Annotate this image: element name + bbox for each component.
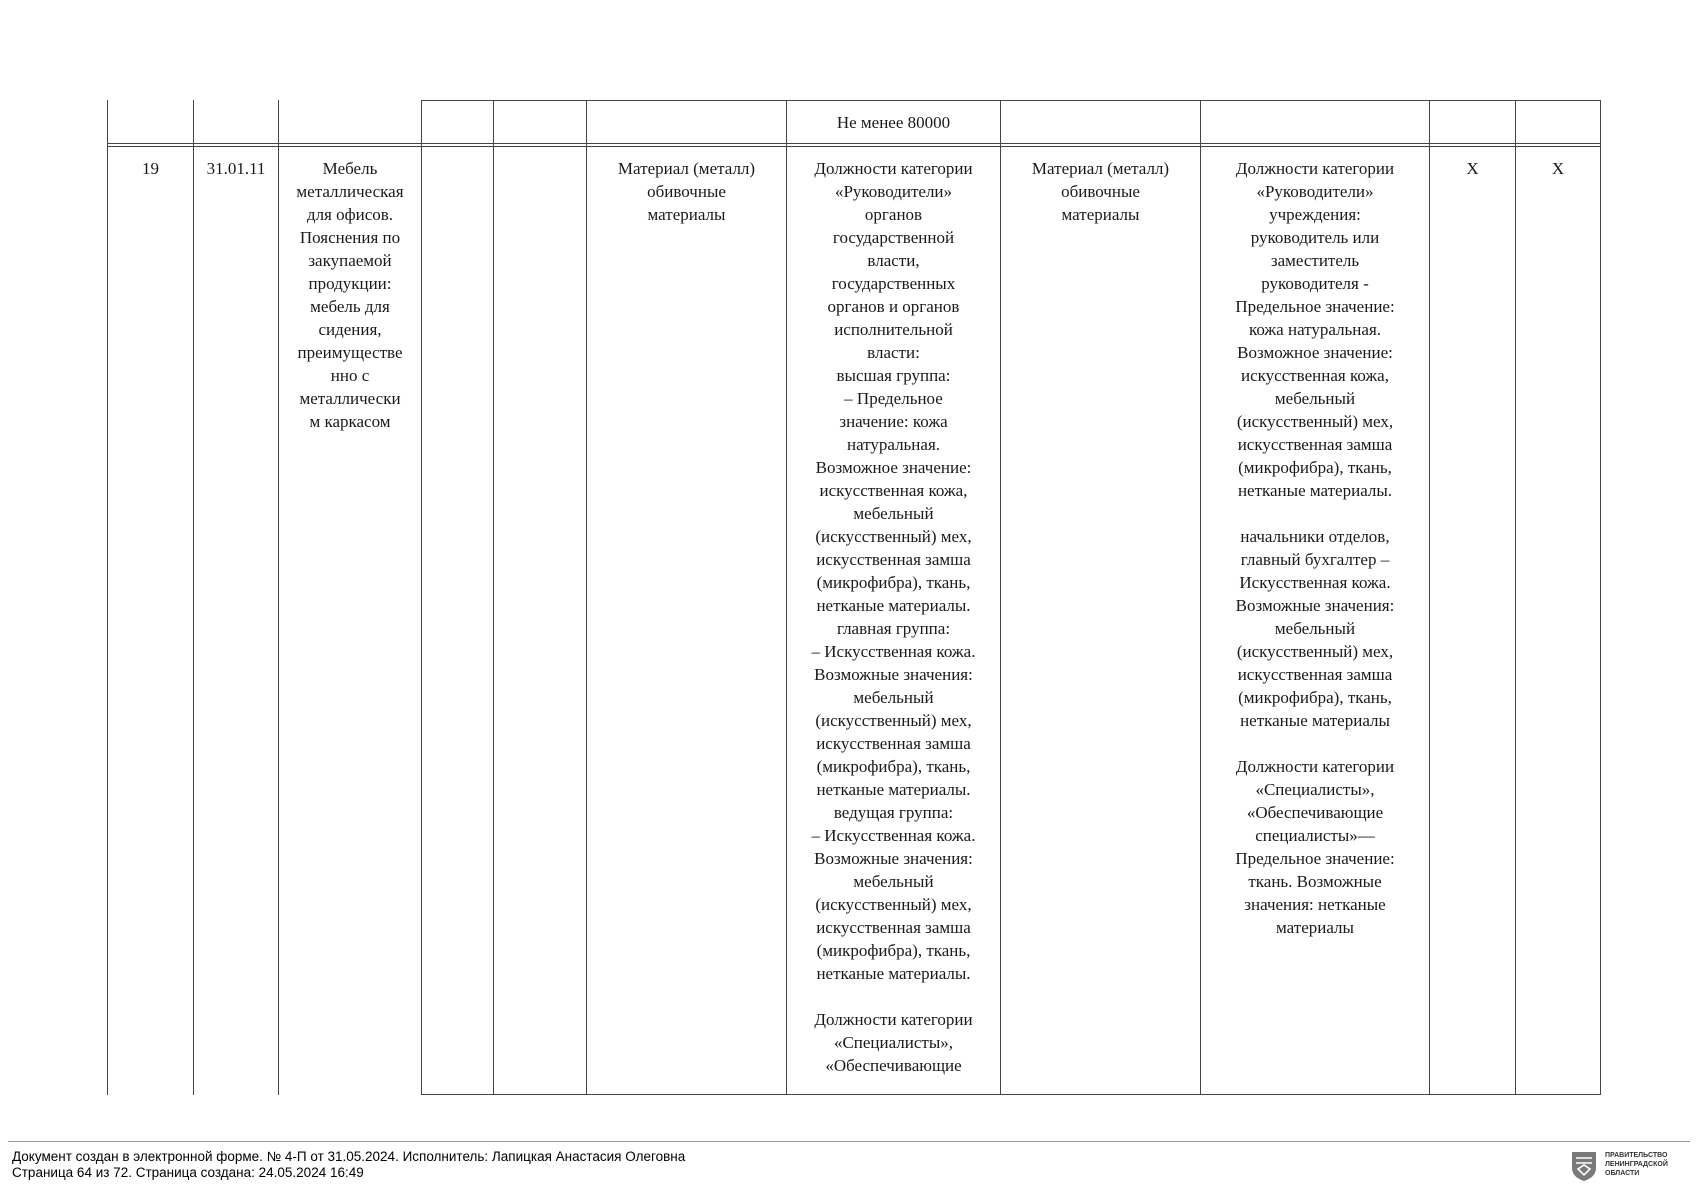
government-logo <box>1570 1150 1688 1184</box>
row-separator <box>107 146 1601 147</box>
footer-document-info: Документ создан в электронной форме. № 4-П от 31.05.2024. Исполнитель: Лапицкая Анастасия Олеговна <box>12 1149 686 1164</box>
row-number: 19 <box>142 159 159 178</box>
row-separator <box>107 143 1601 144</box>
footer-page-info: Страница 64 из 72. Страница создана: 24.05.2024 16:49 <box>12 1165 364 1180</box>
table-top-border <box>421 100 1601 101</box>
column-border <box>1429 100 1430 1095</box>
footer-divider <box>8 1141 1690 1142</box>
continuation-cell-value: Не менее 80000 <box>836 113 951 132</box>
column-border <box>1600 100 1601 1095</box>
column-border <box>421 100 422 1095</box>
column-border <box>193 100 194 1095</box>
column-border <box>586 100 587 1095</box>
document-footer <box>12 1149 685 1181</box>
characteristic-value: Должности категории «Руководители» органов государственной власти, государственных органов и органов исполнительной власти: высшая группа: – Предельное значение: кожа натуральная. Возможное значение: искусственная кожа, мебельный (искусственный) мех, искусственная замша (микрофибра), ткань, нетканые материалы. главная группа: – Искусственная кожа. Возможные значения: мебельный (искусственный) мех, искусственная замша (микрофибра), ткань, нетканые материалы. ведущая группа: – Искусственная кожа. Возможные значения: мебельный (искусственный) мех, искусственная замша (микрофибра), ткань, нетканые материалы. Должности категории «Специалисты», «Обеспечивающие <box>811 159 976 1075</box>
characteristic-name: Материал (металл) обивочные материалы <box>617 159 756 224</box>
okpd2-code: 31.01.11 <box>206 159 266 178</box>
column-border <box>1515 100 1516 1095</box>
justification-mark: X <box>1466 159 1479 178</box>
coat-of-arms-icon <box>1570 1150 1598 1182</box>
table-bottom-border <box>421 1094 1601 1095</box>
column-border <box>493 100 494 1095</box>
characteristic-value-approved: Должности категории «Руководители» учреждения: руководитель или заместитель руководителя - Предельное значение: кожа натуральная. Возможное значение: искусственная кожа, мебельный (искусственный) мех, искусственная замша (микрофибра), ткань, нетканые материалы. начальники отделов, главный бухгалтер – Искусственная кожа. Возможные значения: мебельный (искусственный) мех, искусственная замша (микрофибра), ткань, нетканые материалы Должности категории «Специалисты», «Обеспечивающие специалисты»— Предельное значение: ткань. Возможные значения: нетканые материалы <box>1235 159 1395 937</box>
column-border <box>107 100 108 1095</box>
logo-text: ПРАВИТЕЛЬСТВО ЛЕНИНГРАДСКОЙ ОБЛАСТИ <box>1605 1152 1668 1177</box>
column-border <box>1000 100 1001 1095</box>
characteristic-name-approved: Материал (металл) обивочные материалы <box>1031 159 1170 224</box>
product-name: Мебель металлическая для офисов. Пояснения по закупаемой продукции: мебель для сидения, преимуществе нно с металлически м каркасом <box>296 159 404 431</box>
function-mark: X <box>1551 159 1565 178</box>
